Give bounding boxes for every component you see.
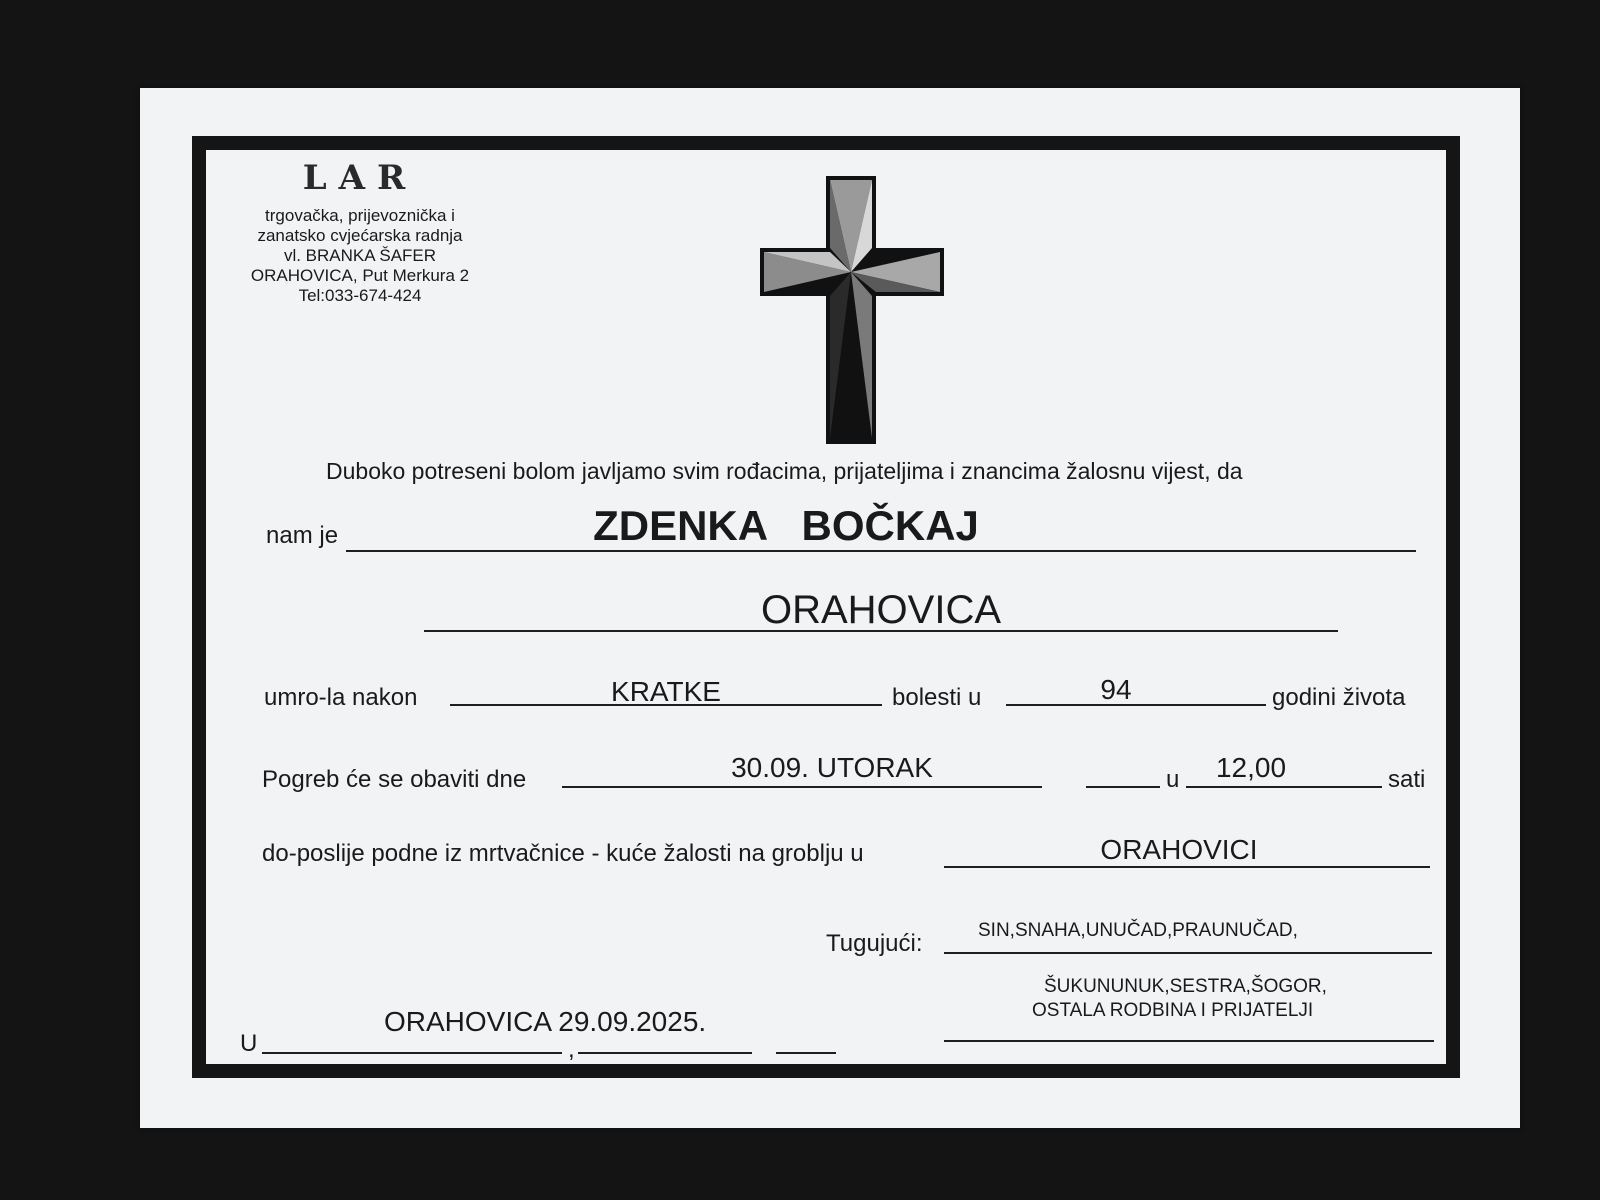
illness-suffix: bolesti u	[892, 684, 982, 711]
company-line-4: ORAHOVICA, Put Merkura 2	[250, 266, 470, 285]
company-line-3: vl. BRANKA ŠAFER	[283, 246, 437, 265]
deceased-name: ZDENKA BOČKAJ	[593, 502, 979, 549]
hours-label: sati	[1388, 766, 1426, 793]
cross-icon	[760, 176, 944, 444]
company-line-1: trgovačka, prijevoznička i	[265, 206, 455, 225]
funeral-date-line	[562, 786, 1042, 788]
mourners-text-1: SIN,SNAHA,UNUČAD,PRAUNUČAD,	[978, 920, 1298, 941]
funeral-label: Pogreb će se obaviti dne	[262, 766, 527, 793]
company-line-2: zanatsko cvjećarska radnja	[257, 226, 463, 245]
died-label: umro-la nakon	[264, 684, 418, 711]
cemetery-line	[944, 866, 1430, 868]
location-label: do-poslije podne iz mrtvačnice - kuće žalosti na groblju u	[262, 840, 864, 867]
blank-line	[1086, 786, 1160, 788]
sign-year-line	[776, 1052, 836, 1054]
sign-place-date: ORAHOVICA 29.09.2025.	[384, 1006, 707, 1037]
mourners-text-2: ŠUKUNUNUK,SESTRA,ŠOGOR,	[1044, 976, 1327, 997]
intro-text: Duboko potreseni bolom javljamo svim rođacima, prijateljima i znancima žalosnu vijest, da	[326, 458, 1243, 484]
funeral-time: 12,00	[1215, 752, 1287, 783]
time-line	[1186, 786, 1382, 788]
u-label: U	[240, 1030, 258, 1057]
mourners-label: Tugujući:	[826, 930, 923, 957]
illness-value: KRATKE	[611, 676, 721, 707]
sign-place-line	[262, 1052, 562, 1054]
mourners-line-1	[944, 952, 1432, 954]
company-logo: LAR	[302, 158, 418, 198]
cemetery-value: ORAHOVICI	[1100, 834, 1258, 865]
age-value: 94	[1100, 674, 1132, 705]
comma-label: ,	[568, 1036, 575, 1063]
name-line	[346, 550, 1416, 552]
at-label: u	[1166, 766, 1180, 793]
nam-je-label: nam je	[266, 522, 339, 549]
company-line-5: Tel:033-674-424	[298, 286, 422, 305]
age-suffix: godini života	[1272, 684, 1406, 711]
deceased-place: ORAHOVICA	[760, 588, 1002, 632]
funeral-date: 30.09. UTORAK	[731, 752, 933, 783]
mourners-text-3: OSTALA RODBINA I PRIJATELJI	[1032, 1000, 1314, 1021]
mourners-line-2	[944, 1040, 1434, 1042]
sign-date-line	[578, 1052, 752, 1054]
